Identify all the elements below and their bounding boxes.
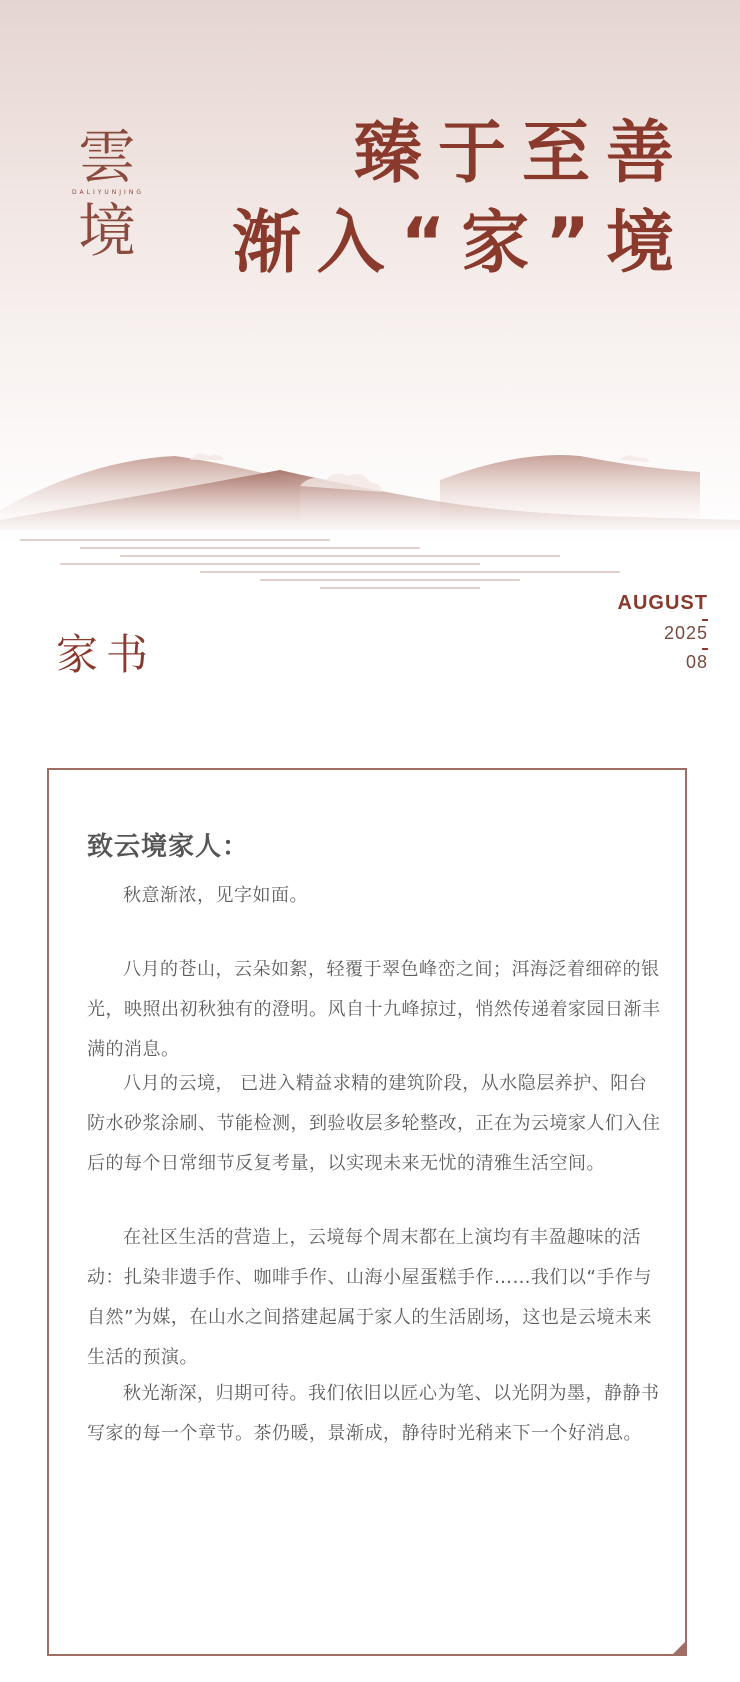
letter-paragraph: 秋意渐浓，见字如面。 bbox=[123, 885, 308, 906]
letter-salutation: 致云境家人： bbox=[87, 832, 250, 862]
date-block bbox=[618, 592, 708, 673]
divider-tick bbox=[702, 619, 708, 621]
headline-line-1: 臻于至善 bbox=[353, 114, 690, 193]
divider-tick bbox=[702, 648, 708, 650]
date-month: AUGUST bbox=[617, 592, 708, 614]
logo-char-bottom: 境 bbox=[77, 197, 136, 265]
logo-subtitle: DALIYUNJING bbox=[72, 189, 144, 196]
letter-paragraph: 八月的苍山，云朵如絮，轻覆于翠色峰峦之间；洱海泛着细碎的银光，映照出初秋独有的澄明。风自十九峰掠过，悄然传递着家园日渐丰满的消息。 bbox=[87, 959, 661, 1060]
date-month-number: 08 bbox=[685, 652, 708, 672]
letter-paragraph: 在社区生活的营造上，云境每个周末都在上演均有丰盈趣味的活动：扎染非遗手作、咖啡手作、山海小屋蛋糕手作……我们以“手作与自然”为媒，在山水之间搭建起属于家人的生活剧场，这也是云境未来生活的预演。 bbox=[87, 1227, 652, 1368]
header-banner bbox=[0, 0, 740, 700]
letter-paragraph: 秋光渐深，归期可待。我们依旧以匠心为笔、以光阴为墨，静静书写家的每一个章节。茶仍暖，景渐成，静待时光稍来下一个好消息。 bbox=[87, 1383, 660, 1444]
letter-card bbox=[47, 768, 687, 1656]
corner-decoration bbox=[671, 1640, 687, 1656]
headline-line-2: 渐入“家”境 bbox=[232, 204, 690, 283]
letter-paragraph: 八月的云境， 已进入精益求精的建筑阶段，从水隐层养护、阳台防水砂浆涂刷、节能检测，到验收层多轮整改，正在为云境家人们入住后的每个日常细节反复考量，以实现未来无忧的清雅生活空间。 bbox=[87, 1073, 661, 1174]
section-label: 家书 bbox=[56, 630, 157, 679]
date-year: 2025 bbox=[663, 623, 708, 643]
logo-char-top: 雲 bbox=[77, 123, 136, 191]
